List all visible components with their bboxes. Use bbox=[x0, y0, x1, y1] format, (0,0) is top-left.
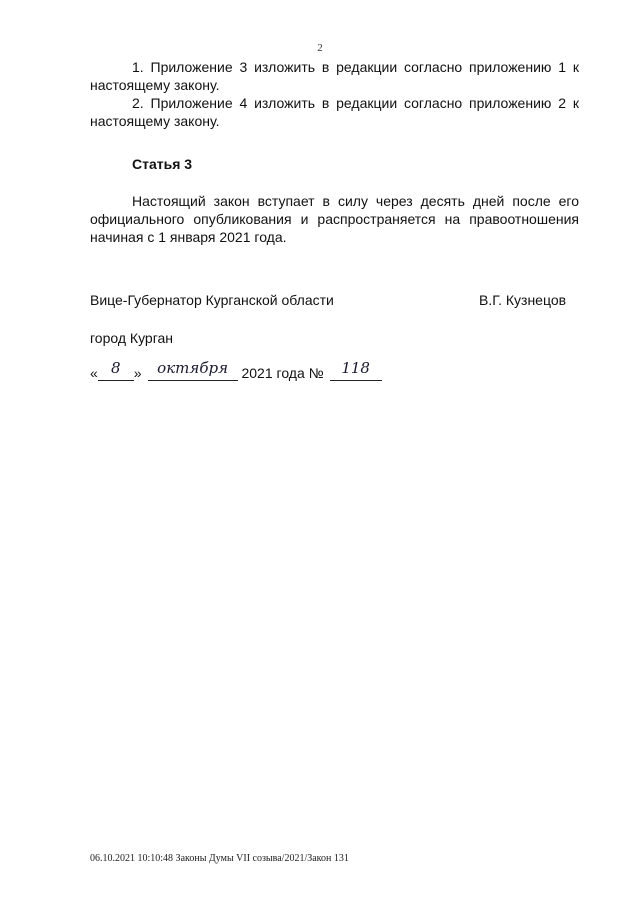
article-text: Настоящий закон вступает в силу через десять дней после его официального опубликования и распространяется на правоотношения начиная с 1 января 2021 года. bbox=[90, 193, 579, 245]
item-1: 1. Приложение 3 изложить в редакции согласно приложению 1 к настоящему закону. bbox=[90, 59, 579, 93]
close-quote: » bbox=[133, 365, 142, 381]
date-line bbox=[90, 359, 382, 381]
handwritten-month: октября bbox=[157, 359, 229, 377]
signer-name: В.Г. Кузнецов bbox=[479, 292, 567, 308]
day-blank bbox=[98, 359, 134, 381]
number-blank bbox=[330, 359, 382, 381]
month-blank bbox=[148, 359, 238, 381]
article-heading: Статья 3 bbox=[132, 156, 193, 172]
item-2: 2. Приложение 4 изложить в редакции согласно приложению 2 к настоящему закону. bbox=[90, 95, 579, 129]
signer-title: Вице-Губернатор Курганской области bbox=[90, 292, 334, 308]
year-text: 2021 года № bbox=[241, 365, 324, 381]
city: город Курган bbox=[90, 330, 174, 346]
open-quote: « bbox=[90, 365, 98, 381]
handwritten-day: 8 bbox=[111, 359, 121, 377]
handwritten-number: 118 bbox=[341, 359, 370, 377]
footer-stamp: 06.10.2021 10:10:48 Законы Думы VII созыва/2021/Закон 131 bbox=[90, 853, 349, 864]
page-number: 2 bbox=[317, 42, 323, 54]
